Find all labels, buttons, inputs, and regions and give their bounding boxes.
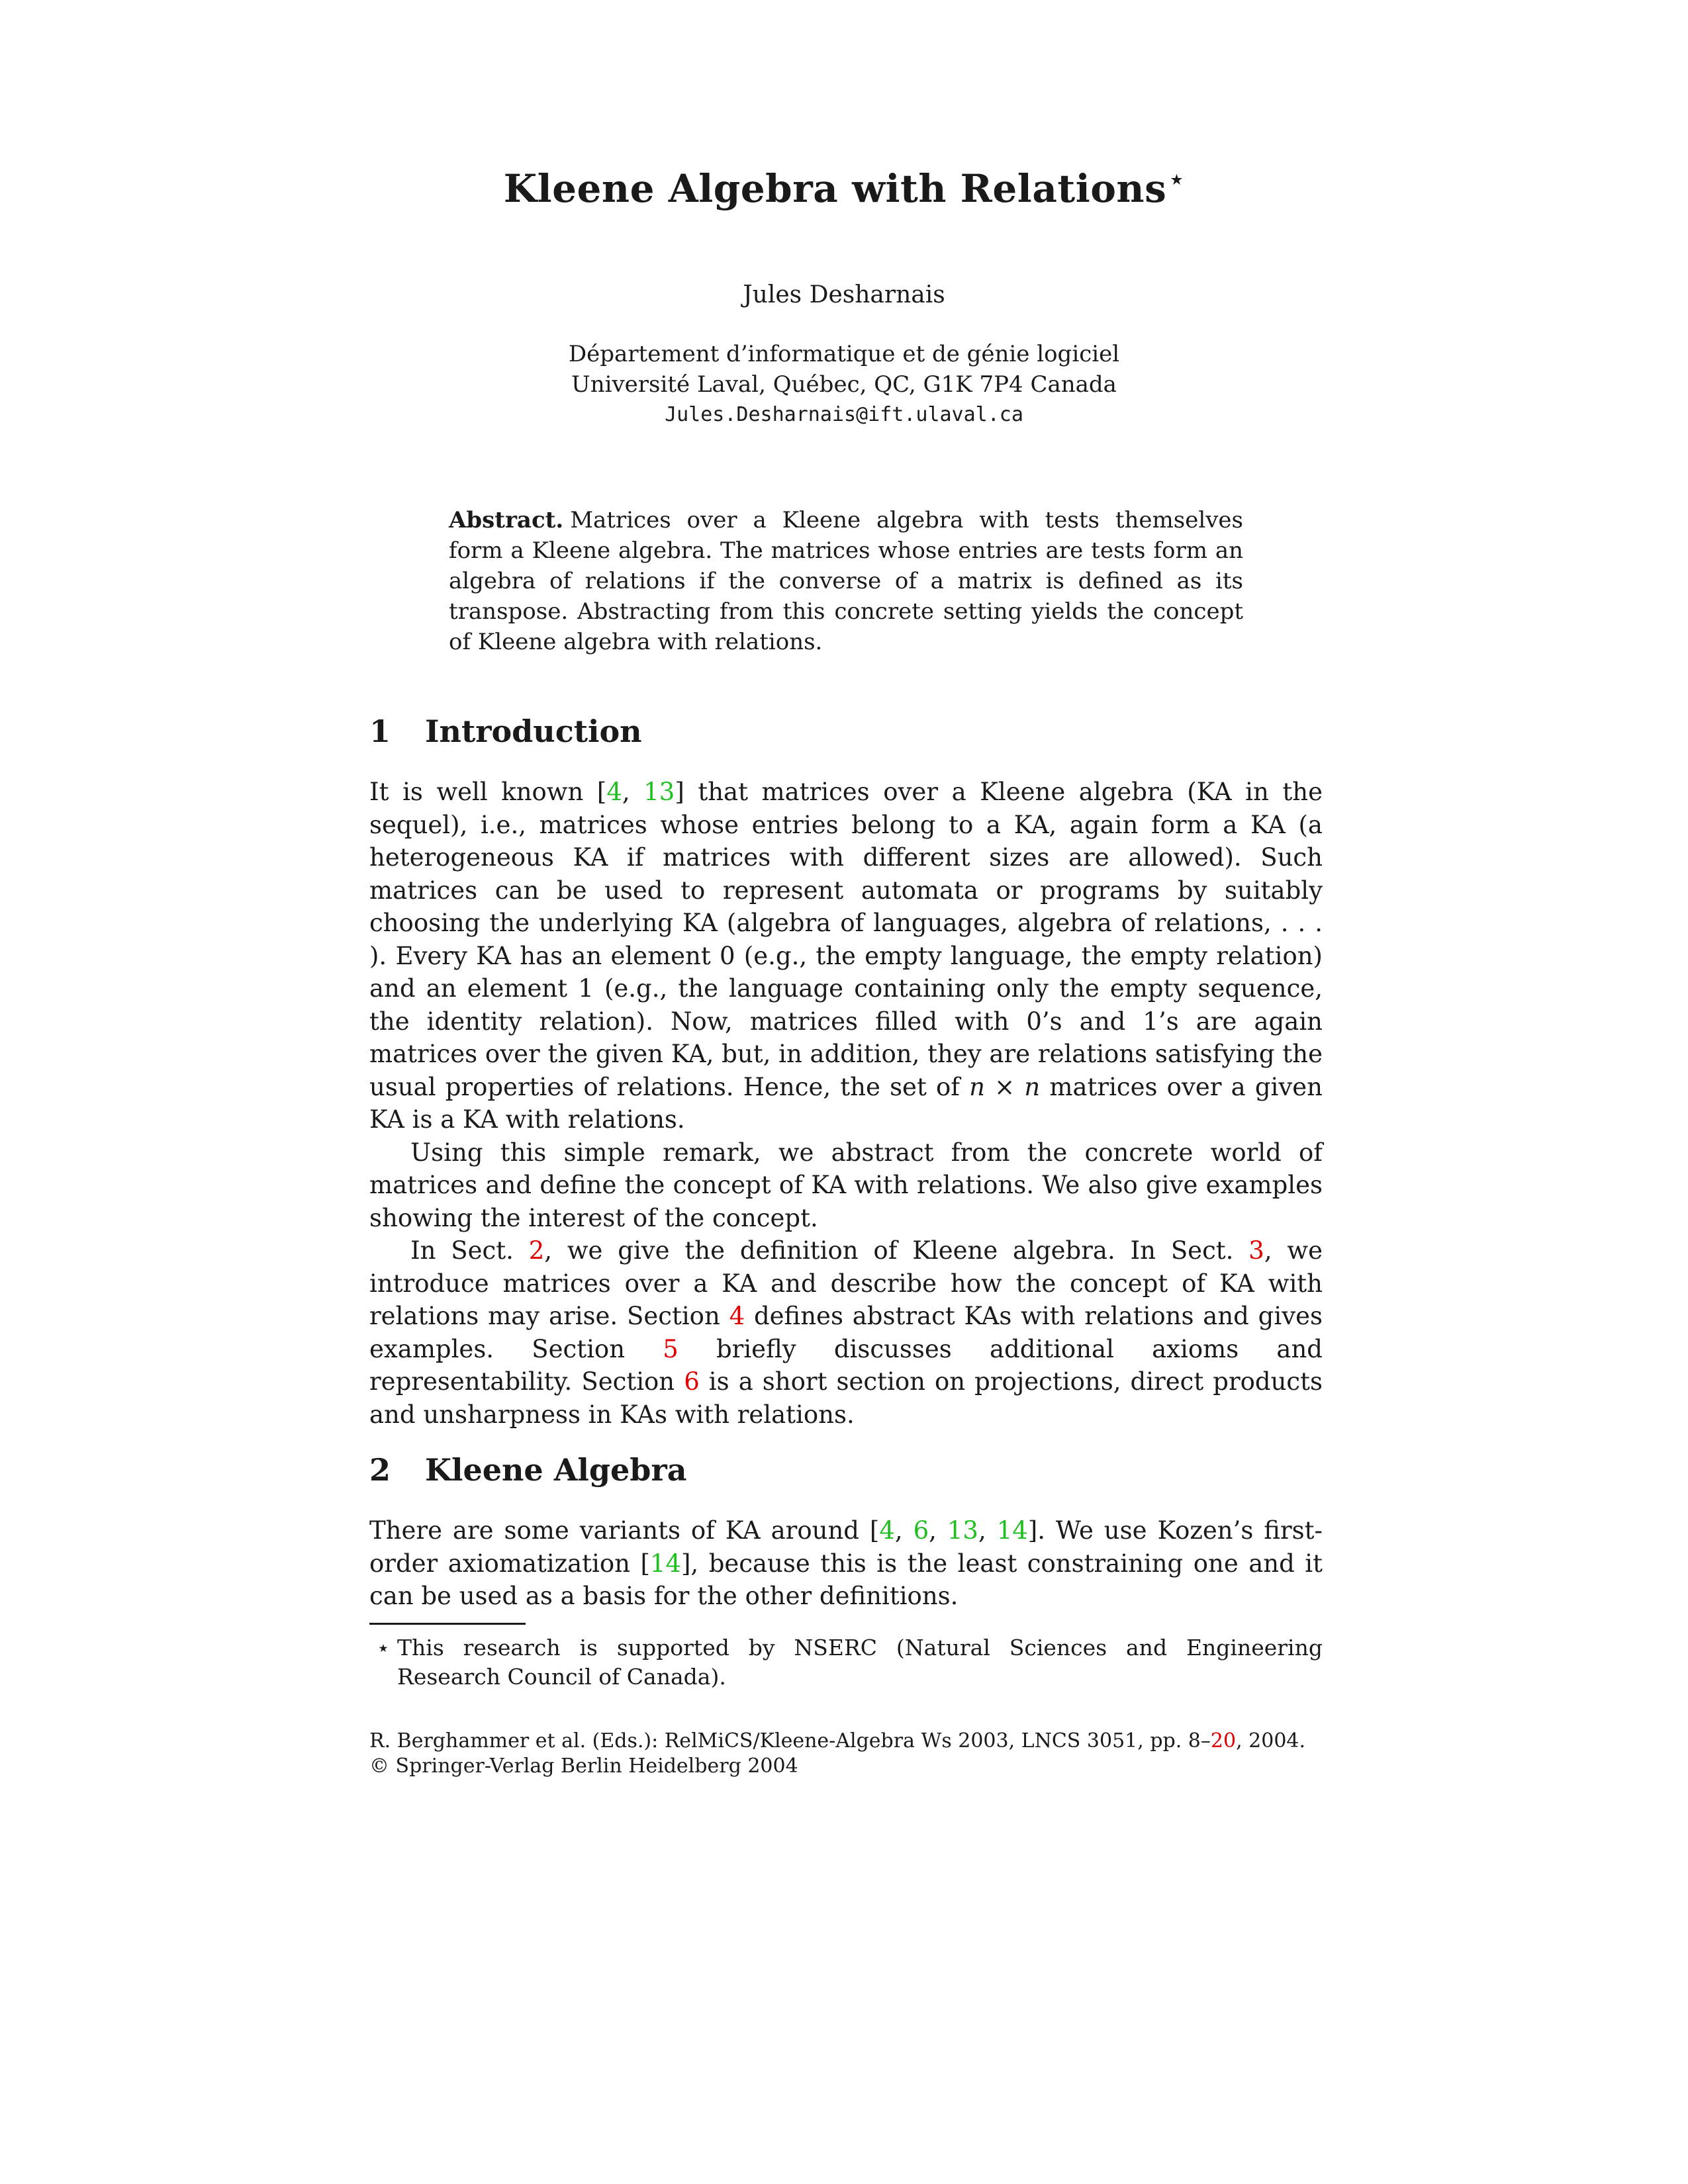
- section-ref-link[interactable]: 5: [663, 1334, 679, 1363]
- text-run: ], because this is the least constraining one and it can be used as a basis for the other definitions.: [369, 1549, 1323, 1610]
- intro-paragraph-1: [369, 776, 1323, 1136]
- text-run: matrices over a given KA is a KA with relations.: [369, 1072, 1323, 1134]
- citation-link[interactable]: 14: [649, 1549, 681, 1578]
- imprint-copyright-line: © Springer-Verlag Berlin Heidelberg 2004: [369, 1754, 798, 1778]
- citation-link[interactable]: 13: [643, 778, 675, 806]
- section-title: Kleene Algebra: [425, 1452, 687, 1488]
- ka-paragraph-1: [369, 1514, 1323, 1613]
- affiliation-block: [0, 339, 1688, 430]
- abstract-label: Abstract.: [449, 507, 564, 533]
- imprint-citation-line: [369, 1729, 1429, 1754]
- math-operator: ×: [984, 1072, 1025, 1101]
- title-footnote-mark[interactable]: ⋆: [1169, 165, 1185, 193]
- text-run: ,: [978, 1516, 997, 1545]
- title-text: Kleene Algebra with Relations: [503, 166, 1167, 211]
- text-run: There are some variants of KA around [: [369, 1516, 880, 1545]
- text-run: is a short section on projections, direct products and unsharpness in KAs with relations.: [369, 1367, 1323, 1429]
- text-run: ,: [622, 778, 644, 806]
- publication-imprint: [369, 1729, 1429, 1779]
- abstract: [449, 505, 1243, 657]
- math-variable: n: [969, 1072, 985, 1101]
- citation-link[interactable]: 6: [913, 1516, 929, 1545]
- text-run: ,: [894, 1516, 914, 1545]
- text-run: , 2004.: [1236, 1729, 1306, 1752]
- footnote-text: This research is supported by NSERC (Natural Sciences and Engineering Research Council of Canada).: [397, 1635, 1323, 1690]
- intro-paragraph-2: Using this simple remark, we abstract from the concrete world of matrices and define the concept of KA with relations. We also give examples showing the interest of the concept.: [369, 1138, 1323, 1232]
- text-run: defines abstract KAs with relations and gives examples. Section: [369, 1302, 1323, 1363]
- text-run: It is well known [: [369, 778, 607, 806]
- footnote: [369, 1633, 1323, 1692]
- citation-link[interactable]: 4: [879, 1516, 895, 1545]
- citation-link[interactable]: 13: [947, 1516, 978, 1545]
- last-page-link[interactable]: 20: [1210, 1729, 1237, 1752]
- text-run: ]. We use Kozen’s first-order axiomatization [: [369, 1516, 1323, 1578]
- citation-link[interactable]: 14: [996, 1516, 1028, 1545]
- section-ref-link[interactable]: 2: [528, 1236, 545, 1265]
- section-ref-link[interactable]: 6: [684, 1367, 700, 1396]
- footnote-divider: [369, 1623, 526, 1625]
- section-heading-kleene-algebra: [369, 1452, 687, 1488]
- section-number: 2: [369, 1452, 391, 1488]
- section-ref-link[interactable]: 4: [729, 1302, 745, 1330]
- math-variable: n: [1024, 1072, 1041, 1101]
- text-run: In Sect.: [410, 1236, 529, 1265]
- intro-paragraph-3: [369, 1234, 1323, 1431]
- author-email[interactable]: Jules.Desharnais@ift.ulaval.ca: [665, 403, 1023, 426]
- text-run: , we introduce matrices over a KA and describe how the concept of KA with relations may arise. Section: [369, 1236, 1323, 1330]
- text-run: ] that matrices over a Kleene algebra (KA in the sequel), i.e., matrices whose entries belong to a KA, again form a KA (a heterogeneous KA if matrices with different sizes are allowed). Such matrices can be used to represent automata or programs by suitably choosing the underlying KA (algebra of languages, algebra of relations, . . . ). Every KA has an element 0 (e.g., the empty language, the empty relation) and an element 1 (e.g., the language containing only the empty sequence, the identity relation). Now, matrices filled with 0’s and 1’s are again matrices over the given KA, but, in addition, they are relations satisfying the usual properties of relations. Hence, the set of: [369, 778, 1323, 1101]
- section-number: 1: [369, 713, 391, 749]
- section-heading-introduction: [369, 713, 642, 749]
- kleene-algebra-body: [369, 1514, 1323, 1613]
- author-name: Jules Desharnais: [743, 281, 945, 308]
- text-run: , we give the definition of Kleene algebra. In Sect.: [544, 1236, 1249, 1265]
- text-run: R. Berghammer et al. (Eds.): RelMiCS/Kleene-Algebra Ws 2003, LNCS 3051, pp. 8–: [369, 1729, 1211, 1752]
- section-title: Introduction: [425, 713, 642, 749]
- introduction-body: [369, 776, 1323, 1431]
- citation-link[interactable]: 4: [606, 778, 622, 806]
- footnote-mark: ⋆: [376, 1635, 391, 1661]
- abstract-text: Matrices over a Kleene algebra with tests themselves form a Kleene algebra. The matrices whose entries are tests form an algebra of relations if the converse of a matrix is defined as its transpose. Abstracting from this concrete setting yields the concept of Kleene algebra with relations.: [449, 507, 1243, 655]
- paper-title: [0, 165, 1688, 211]
- affiliation-department: Département d’informatique et de génie logiciel: [568, 341, 1120, 367]
- text-run: briefly discusses additional axioms and representability. Section: [369, 1334, 1323, 1396]
- section-ref-link[interactable]: 3: [1248, 1236, 1264, 1265]
- affiliation-university: Université Laval, Québec, QC, G1K 7P4 Canada: [571, 371, 1117, 398]
- text-run: ,: [929, 1516, 947, 1545]
